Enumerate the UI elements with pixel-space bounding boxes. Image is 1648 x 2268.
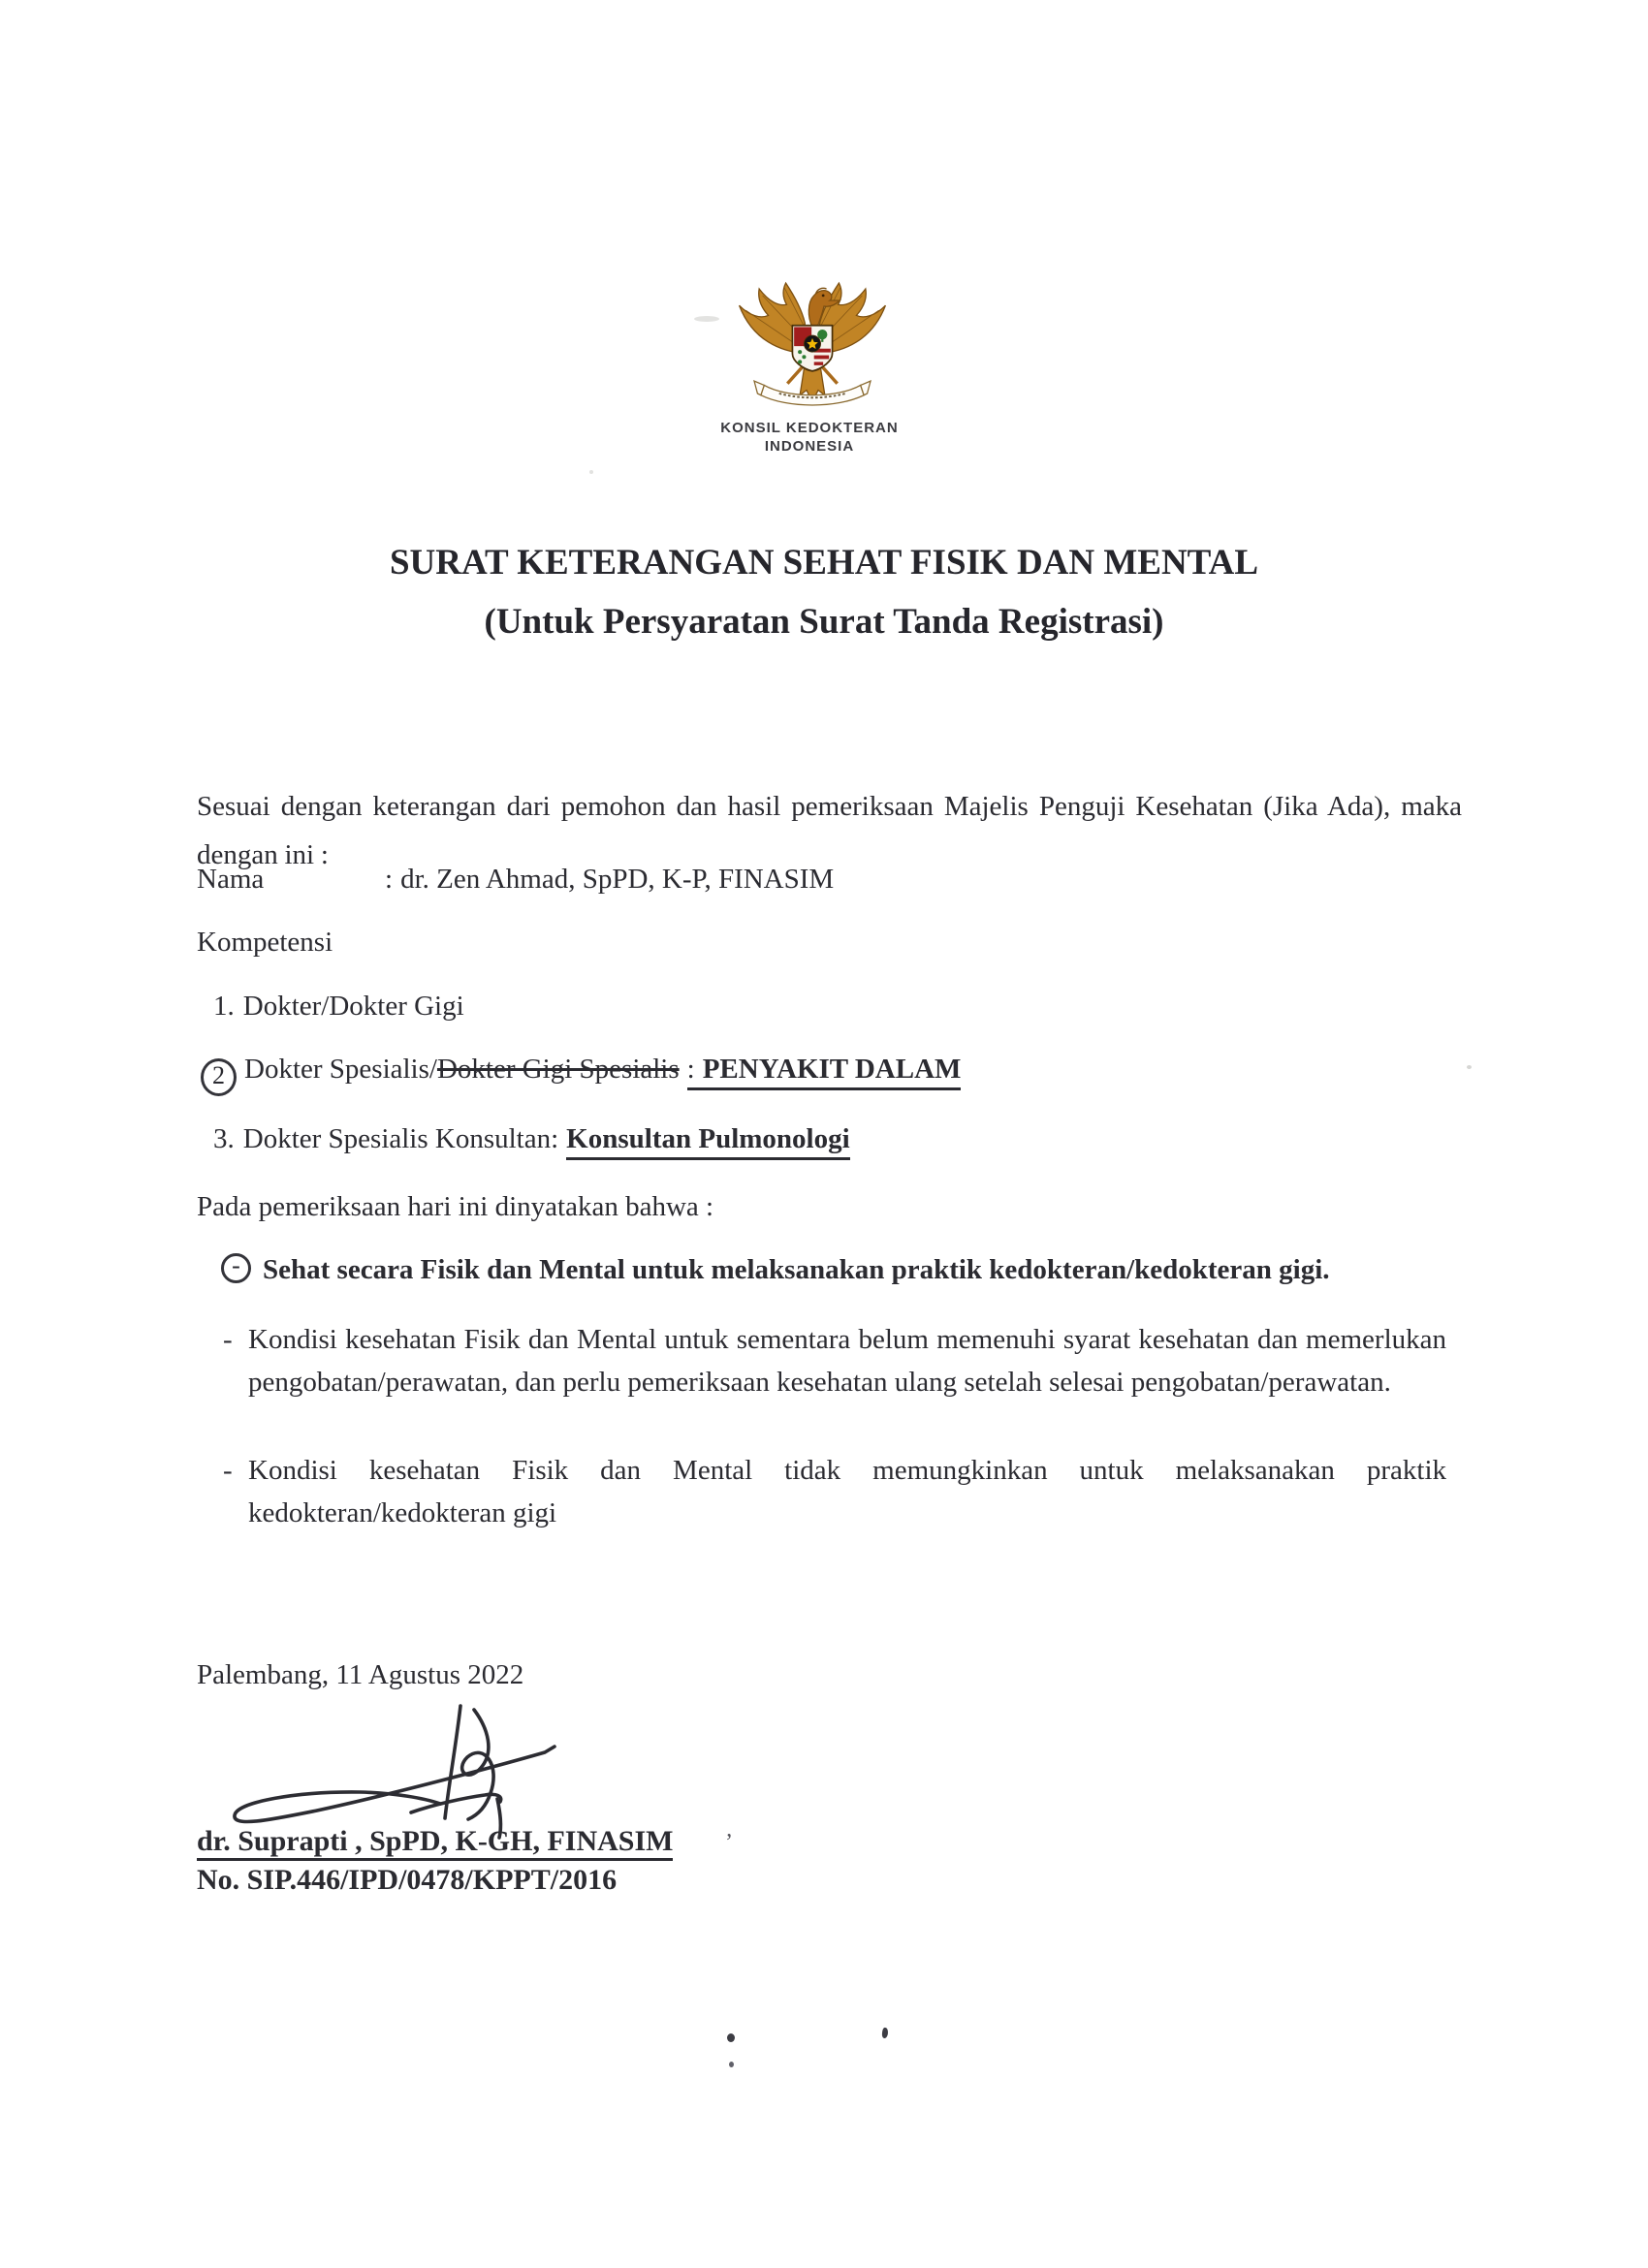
signer-block bbox=[197, 1822, 673, 1900]
place-and-date: Palembang, 11 Agustus 2022 bbox=[197, 1659, 524, 1690]
item2-underlined bbox=[687, 1054, 962, 1090]
scan-speck bbox=[727, 2033, 735, 2042]
name-row bbox=[197, 857, 1457, 902]
option3-text: Kondisi kesehatan Fisik dan Mental tidak memungkinkan untuk melaksanakan praktik kedokteran/kedokteran gigi bbox=[248, 1455, 1446, 1528]
garuda-emblem-icon bbox=[729, 277, 896, 423]
competency-item-2 bbox=[201, 1047, 1461, 1096]
item2-prefix: Dokter Spesialis/ bbox=[244, 1054, 437, 1085]
item2-circled-number: 2 bbox=[201, 1058, 237, 1096]
competency-label: Kompetensi bbox=[197, 927, 333, 958]
org-name bbox=[635, 419, 984, 456]
letter-title bbox=[0, 533, 1648, 651]
competency-item-1 bbox=[213, 984, 1474, 1029]
item3-value: Konsultan Pulmonologi bbox=[566, 1123, 850, 1160]
scan-speck bbox=[881, 2028, 888, 2039]
item1-number: 1. bbox=[213, 991, 235, 1022]
circled-dash-mark: - bbox=[221, 1253, 251, 1283]
option2-text: Kondisi kesehatan Fisik dan Mental untuk sementara belum memenuhi syarat kesehatan dan memerlukan pengobatan/perawatan, dan perlu pemeriksaan kesehatan ulang setelah selesai pengobatan/perawatan. bbox=[248, 1324, 1446, 1398]
statement-intro: Pada pemeriksaan hari ini dinyatakan bahwa : bbox=[197, 1191, 714, 1222]
signer-name: dr. Suprapti , SpPD, K-GH, FINASIM bbox=[197, 1822, 673, 1861]
item2-colon: : bbox=[686, 1054, 695, 1085]
letter-title-line2: (Untuk Persyaratan Surat Tanda Registrasi) bbox=[484, 602, 1164, 642]
org-name-line2: INDONESIA bbox=[764, 438, 855, 455]
item3-prefix: Dokter Spesialis Konsultan: bbox=[242, 1123, 559, 1154]
option-healthy bbox=[221, 1247, 1472, 1293]
item3-number: 3. bbox=[213, 1123, 235, 1154]
scan-speck bbox=[729, 2062, 734, 2067]
scan-speck bbox=[1467, 1065, 1472, 1069]
item2-value: PENYAKIT DALAM bbox=[702, 1054, 962, 1085]
garuda-pancasila-emblem bbox=[729, 277, 896, 423]
scan-mark-apostrophe: ’ bbox=[725, 1830, 733, 1855]
org-name-line1: KONSIL KEDOKTERAN bbox=[720, 420, 899, 436]
intro-paragraph: Sesuai dengan keterangan dari pemohon dan hasil pemeriksaan Majelis Penguji Kesehatan (Jika Ada), maka dengan ini : bbox=[197, 791, 1462, 870]
option2-dash: - bbox=[223, 1324, 233, 1355]
option1-text: Sehat secara Fisik dan Mental untuk melaksanakan praktik kedokteran/kedokteran gigi. bbox=[263, 1254, 1330, 1285]
name-colon: : bbox=[385, 864, 394, 895]
name-value: dr. Zen Ahmad, SpPD, K-P, FINASIM bbox=[400, 864, 835, 895]
option-unfit bbox=[223, 1449, 1446, 1534]
signer-sip: No. SIP.446/IPD/0478/KPPT/2016 bbox=[197, 1864, 618, 1896]
option3-dash: - bbox=[223, 1455, 233, 1486]
letter-title-line1: SURAT KETERANGAN SEHAT FISIK DAN MENTAL bbox=[389, 543, 1259, 583]
option-temporarily-unfit bbox=[223, 1318, 1446, 1403]
name-label: Nama bbox=[197, 864, 265, 895]
item1-text: Dokter/Dokter Gigi bbox=[242, 991, 464, 1022]
item2-struck-text: Dokter Gigi Spesialis bbox=[436, 1054, 680, 1085]
scan-speck bbox=[589, 470, 593, 474]
competency-item-3 bbox=[213, 1117, 1474, 1162]
scan-speck bbox=[694, 316, 719, 322]
